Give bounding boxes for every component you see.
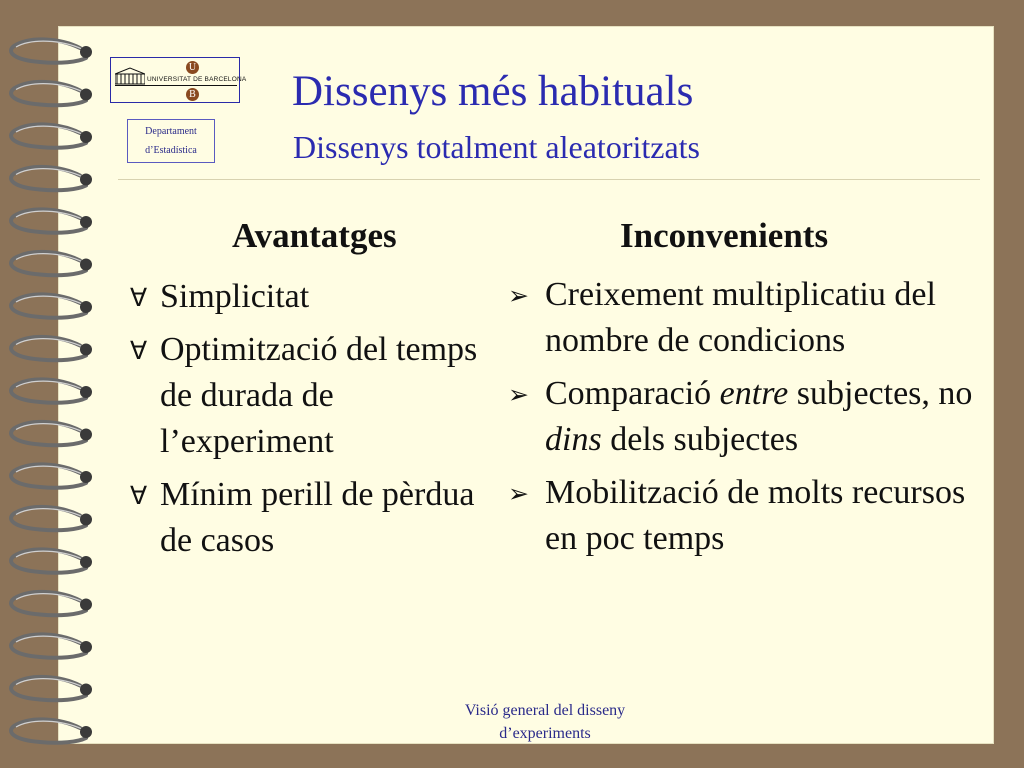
disadvantages-list (505, 272, 975, 569)
disadvantage-text: Mobilització de molts recursos en poc temps (545, 474, 966, 557)
text-part: subjectes, no (788, 375, 973, 412)
list-item (505, 470, 975, 562)
list-item (120, 274, 490, 320)
advantages-list (120, 274, 490, 571)
forall-bullet-icon: ∀ (130, 481, 148, 510)
list-item (120, 472, 490, 564)
advantage-text: Simplicitat (160, 278, 310, 315)
building-icon (115, 66, 145, 86)
forall-bullet-icon: ∀ (130, 283, 148, 312)
arrow-bullet-icon: ➢ (508, 281, 529, 310)
disadvantages-heading: Inconvenients (620, 216, 829, 255)
disadvantage-text (545, 375, 972, 458)
disadvantage-text: Creixement multiplicatiu del nombre de condicions (545, 276, 936, 359)
slide-title: Dissenys més habituals (292, 68, 694, 115)
department-line1: Departament (145, 126, 197, 137)
university-logo (110, 57, 247, 103)
advantages-heading: Avantatges (232, 216, 397, 255)
text-part: Comparació (545, 375, 720, 412)
university-name: UNIVERSITAT DE BARCELONA (147, 76, 247, 83)
arrow-bullet-icon: ➢ (508, 380, 529, 409)
advantage-text: Optimització del temps de durada de l’experiment (160, 331, 478, 460)
footer-line2: d’experiments (499, 725, 591, 742)
emphasis-dins: dins (545, 421, 602, 458)
text-part: dels subjectes (601, 421, 799, 458)
forall-bullet-icon: ∀ (130, 336, 148, 365)
list-item (505, 371, 975, 463)
footer-caption (400, 699, 690, 745)
logo-letter-b: B (186, 88, 199, 101)
slide-subtitle: Dissenys totalment aleatoritzats (293, 129, 700, 165)
logo-divider (115, 85, 237, 86)
department-line2: d’Estadística (145, 145, 197, 156)
department-box (127, 119, 215, 163)
list-item (120, 327, 490, 465)
emphasis-entre: entre (719, 375, 789, 412)
arrow-bullet-icon: ➢ (508, 479, 529, 508)
title-divider (118, 179, 980, 180)
list-item (505, 272, 975, 364)
logo-letter-u: U (186, 61, 199, 74)
footer-line1: Visió general del disseny (464, 702, 626, 719)
advantage-text: Mínim perill de pèrdua de casos (160, 476, 475, 559)
